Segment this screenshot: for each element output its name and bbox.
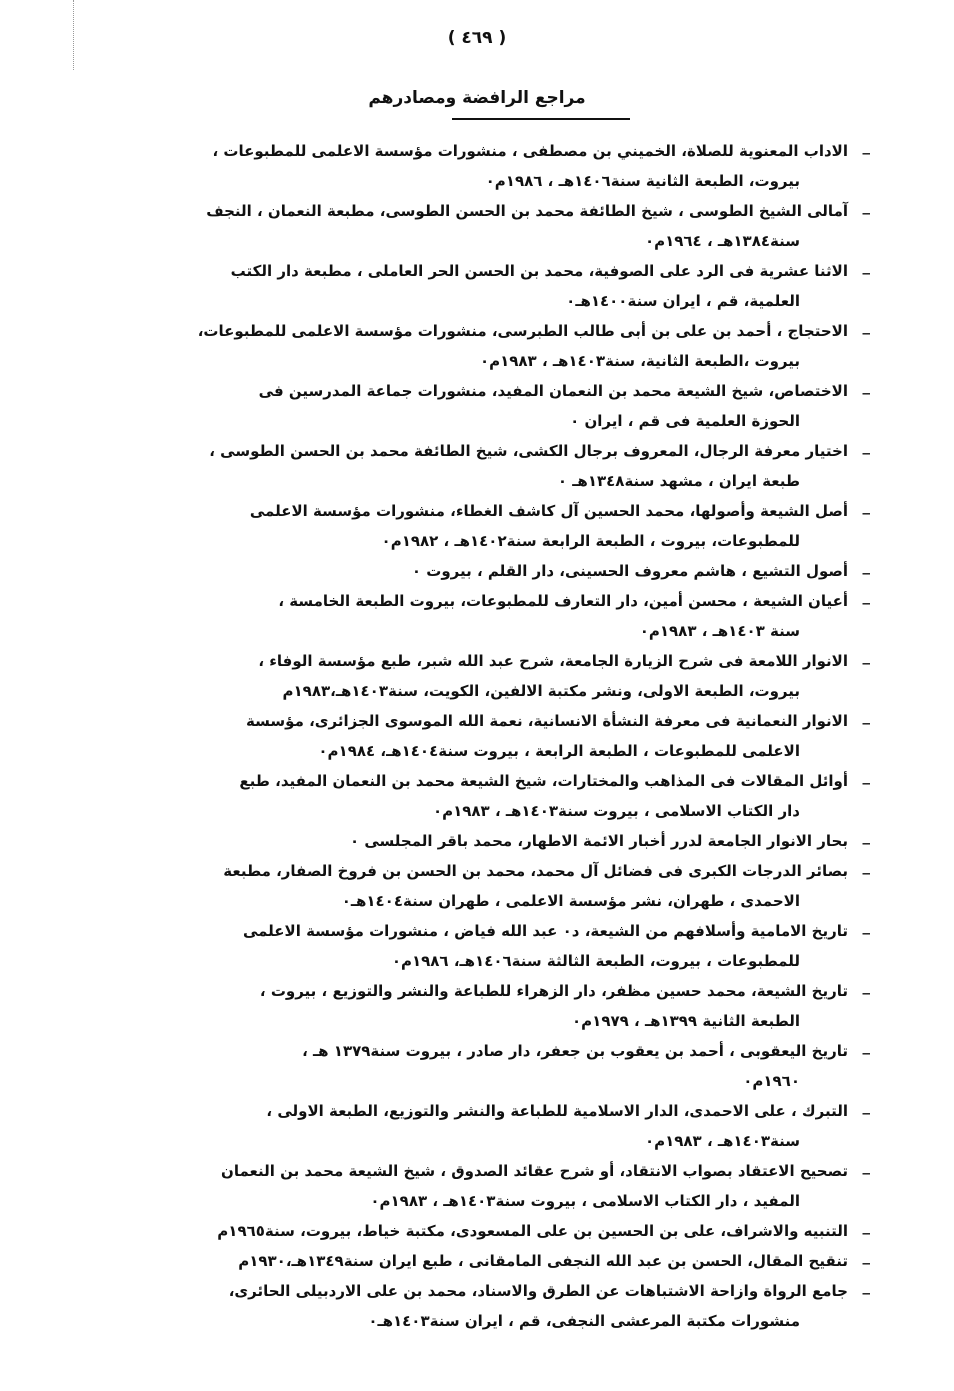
entry-dash-marker: _ xyxy=(862,1247,870,1265)
reference-entry xyxy=(170,256,870,316)
reference-first-line: أصل الشيعة وأصولها، محمد الحسين آل كاشف الغطاء، منشورات مؤسسة الاعلمى xyxy=(249,502,848,520)
reference-first-line: جامع الرواة وازاحة الاشتباهات عن الطرق والاسناد، محمد بن على الاردبيلى الحائرى، xyxy=(228,1282,848,1300)
entry-dash-marker: _ xyxy=(862,647,870,665)
reference-first-line: الاختصاص، شيخ الشيعة محمد بن النعمان المفيد، منشورات جماعة المدرسين فى xyxy=(258,382,848,400)
reference-first-line: بحار الانوار الجامعة لدرر أخبار الائمة الاطهار، محمد باقر المجلسى ٠ xyxy=(349,832,848,850)
reference-first-line: تاريخ اليعقوبى ، أحمد بن يعقوب بن جعفر، دار صادر ، بيروت سنة١٣٧٩ هـ ، xyxy=(302,1042,848,1060)
reference-continuation-line: الحوزة العلمية فى قم ، ايران ٠ xyxy=(570,412,800,430)
entry-dash-marker: _ xyxy=(862,587,870,605)
reference-list xyxy=(170,136,870,1336)
reference-entry xyxy=(170,1096,870,1156)
reference-entry xyxy=(170,556,870,586)
reference-entry xyxy=(170,376,870,436)
reference-continuation-line: الاحمدى ، طهران، نشر مؤسسة الاعلمى ، طهران سنة١٤٠٤هـ٠ xyxy=(341,892,800,910)
reference-continuation-line: المفيد ، دار الكتاب الاسلامى ، بيروت سنة١٤٠٣هـ ، ١٩٨٣م٠ xyxy=(370,1192,800,1210)
entry-dash-marker: _ xyxy=(862,257,870,275)
reference-continuation-line: سنة ١٤٠٣هـ ، ١٩٨٣م٠ xyxy=(639,622,800,640)
page-number: ( ٤٦٩ ) xyxy=(447,28,507,48)
reference-entry xyxy=(170,316,870,376)
reference-entry xyxy=(170,856,870,916)
reference-entry xyxy=(170,706,870,766)
reference-continuation-line: الاعلمى للمطبوعات ، الطبعة الرابعة ، بيروت سنة١٤٠٤هـ، ١٩٨٤م٠ xyxy=(318,742,800,760)
reference-first-line: بصائر الدرجات الكبرى فى فضائل آل محمد، محمد بن الحسن بن فروخ الصفار، مطبعة xyxy=(223,862,848,880)
page-title: مراجع الرافضة ومصادرهم xyxy=(368,88,586,108)
reference-entry xyxy=(170,646,870,706)
reference-continuation-line: منشورات مكتبة المرعشى النجفى، قم ، ايران سنة١٤٠٣هـ٠ xyxy=(368,1312,800,1330)
entry-dash-marker: _ xyxy=(862,1217,870,1235)
reference-entry xyxy=(170,1276,870,1336)
reference-entry xyxy=(170,196,870,256)
entry-dash-marker: _ xyxy=(862,977,870,995)
reference-first-line: الاداب المعنوية للصلاة، الخميني بن مصطفى ، منشورات مؤسسة الاعلمى للمطبوعات ، xyxy=(212,142,848,160)
reference-first-line: الاحتجاج ، أحمد بن على بن أبى طالب الطبرسى، منشورات مؤسسة الاعلمى للمطبوعات، xyxy=(197,322,848,340)
reference-entry xyxy=(170,766,870,826)
entry-dash-marker: _ xyxy=(862,1097,870,1115)
reference-continuation-line: الطبعة الثانية ١٣٩٩هـ ، ١٩٧٩م٠ xyxy=(572,1012,800,1030)
entry-dash-marker: _ xyxy=(862,317,870,335)
reference-first-line: الانوار النعمانية فى معرفة النشأة الانسانية، نعمة الله الموسوى الجزائرى، مؤسسة xyxy=(246,712,848,730)
entry-dash-marker: _ xyxy=(862,917,870,935)
reference-entry xyxy=(170,1216,870,1246)
reference-continuation-line: ١٩٦٠م٠ xyxy=(743,1072,800,1090)
reference-first-line: أعيان الشيعة ، محسن أمين، دار التعارف للمطبوعات، بيروت الطبعة الخامسة ، xyxy=(278,592,848,610)
reference-first-line: أوائل المقالات فى المذاهب والمختارات، شيخ الشيعة محمد بن النعمان المفيد، طبع xyxy=(239,772,848,790)
reference-first-line: الانوار اللامعة فى شرح الزيارة الجامعة، شرح عبد الله شبر، طبع مؤسسة الوفاء ، xyxy=(258,652,848,670)
reference-entry xyxy=(170,586,870,646)
entry-dash-marker: _ xyxy=(862,1277,870,1295)
reference-entry xyxy=(170,916,870,976)
entry-dash-marker: _ xyxy=(862,497,870,515)
entry-dash-marker: _ xyxy=(862,707,870,725)
reference-entry xyxy=(170,436,870,496)
reference-entry xyxy=(170,976,870,1036)
entry-dash-marker: _ xyxy=(862,827,870,845)
reference-first-line: تاريخ الشيعة، محمد حسين مظفر، دار الزهراء للطباعة والنشر والتوزيع ، بيروت ، xyxy=(259,982,848,1000)
reference-entry xyxy=(170,136,870,196)
reference-entry xyxy=(170,1156,870,1216)
reference-continuation-line: للمطبوعات، بيروت ، الطبعة الرابعة سنة١٤٠٢هـ ، ١٩٨٢م٠ xyxy=(381,532,800,550)
entry-dash-marker: _ xyxy=(862,767,870,785)
entry-dash-marker: _ xyxy=(862,137,870,155)
reference-first-line: تصحيح الاعتقاد بصواب الانتقاد، أو شرح عقائد الصدوق ، شيخ الشيعة محمد بن النعمان xyxy=(221,1162,848,1180)
entry-dash-marker: _ xyxy=(862,857,870,875)
reference-entry xyxy=(170,826,870,856)
reference-continuation-line: دار الكتاب الاسلامى ، بيروت سنة١٤٠٣هـ ، ١٩٨٣م٠ xyxy=(432,802,800,820)
reference-continuation-line: سنة١٤٠٣هـ ، ١٩٨٣م٠ xyxy=(644,1132,800,1150)
reference-first-line: الاثنا عشرية فى الرد على الصوفية، محمد بن الحسن الحر العاملى ، مطبعة دار الكتب xyxy=(230,262,848,280)
reference-entry xyxy=(170,1036,870,1096)
reference-first-line: اختيار معرفة الرجال، المعروف برجال الكشى، شيخ الطائفة محمد بن الحسن الطوسى ، xyxy=(209,442,848,460)
reference-first-line: التبرك ، على الاحمدى، الدار الاسلامية للطباعة والنشر والتوزيع، الطبعة الاولى ، xyxy=(266,1102,848,1120)
entry-dash-marker: _ xyxy=(862,1157,870,1175)
reference-continuation-line: سنة١٣٨٤هـ ، ١٩٦٤م٠ xyxy=(644,232,800,250)
reference-continuation-line: بيروت ،الطبعة الثانية، سنة١٤٠٣هـ ، ١٩٨٣م٠ xyxy=(479,352,800,370)
entry-dash-marker: _ xyxy=(862,1037,870,1055)
entry-dash-marker: _ xyxy=(862,437,870,455)
reference-first-line: أصول التشيع ، هاشم معروف الحسينى، دار القلم ، بيروت ٠ xyxy=(411,562,848,580)
reference-first-line: تنقيح المقال، الحسن بن عبد الله النجفى المامقانى ، طبع ايران سنة١٣٤٩هـ،١٩٣٠م xyxy=(238,1252,848,1270)
reference-continuation-line: طبعة ايران ، مشهد سنة١٣٤٨هـ ٠ xyxy=(557,472,800,490)
reference-entry xyxy=(170,496,870,556)
entry-dash-marker: _ xyxy=(862,197,870,215)
reference-continuation-line: بيروت، الطبعة الاولى، ونشر مكتبة الالفين، الكويت، سنة١٤٠٣هـ،١٩٨٣م xyxy=(282,682,800,700)
reference-first-line: التنبيه والاشراف، على بن الحسين بن على المسعودى، مكتبة خياط، بيروت، سنة١٩٦٥م xyxy=(217,1222,848,1240)
reference-entry xyxy=(170,1246,870,1276)
reference-continuation-line: العلمية، قم ، ايران سنة١٤٠٠هـ٠ xyxy=(566,292,800,310)
entry-dash-marker: _ xyxy=(862,557,870,575)
reference-continuation-line: بيروت، الطبعة الثانية سنة١٤٠٦هـ ، ١٩٨٦م٠ xyxy=(485,172,800,190)
reference-first-line: تاريخ الامامية وأسلافهم من الشيعة، د٠ عبد الله فياض ، منشورات مؤسسة الاعلمى xyxy=(242,922,848,940)
reference-first-line: آمالى الشيخ الطوسى ، شيخ الطائفة محمد بن الحسن الطوسى، مطبعة النعمان ، النجف xyxy=(206,202,848,220)
title-underline xyxy=(452,118,630,120)
entry-dash-marker: _ xyxy=(862,377,870,395)
reference-continuation-line: للمطبوعات ، بيروت، الطبعة الثالثة سنة١٤٠٦هـ، ١٩٨٦م٠ xyxy=(391,952,800,970)
